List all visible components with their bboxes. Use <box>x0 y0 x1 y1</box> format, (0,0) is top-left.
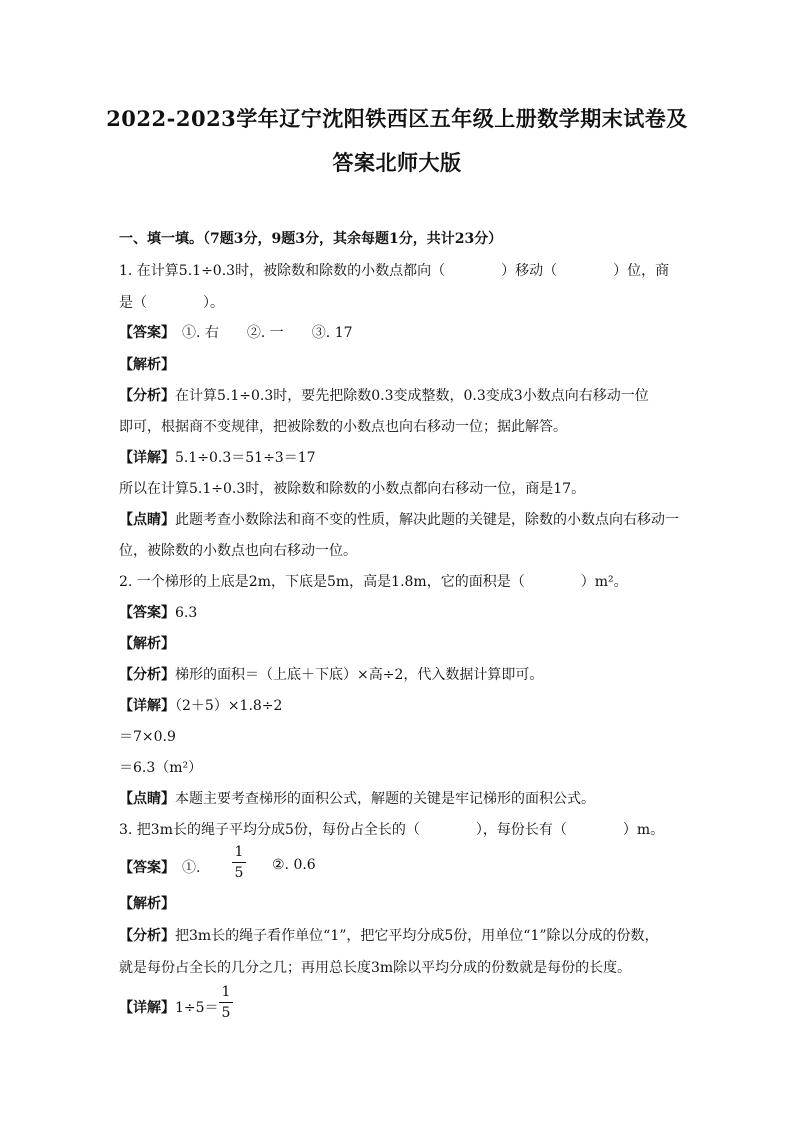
q1-dianjing-line-2: 位，被除数的小数点也向右移动一位。 <box>119 543 357 559</box>
section-heading: 一、填一填。（7题3分，9题3分，其余每题1分，共计23分） <box>119 231 503 247</box>
fraction-denominator: 5 <box>234 865 244 881</box>
q3-answer <box>119 857 200 877</box>
q3-fenxi-line-2: 就是每份占全长的几分之几；再用总长度3m除以平均分成的份数就是每份的长度。 <box>119 960 632 976</box>
q1-xiangjie-line-1 <box>119 447 316 467</box>
fraction-numerator: 1 <box>221 984 231 1000</box>
fenxi-tag: 【分析】 <box>119 667 175 683</box>
fraction-bar <box>232 862 246 863</box>
q1-dianjing-line-1 <box>119 509 679 529</box>
fenxi-tag: 【分析】 <box>119 388 175 404</box>
q1-xiangjie-line-2: 所以在计算5.1÷0.3时，被除数和除数的小数点都向右移动一位，商是17。 <box>119 481 586 497</box>
q1-xiangjie-text-1: 5.1÷0.3＝51÷3＝17 <box>175 450 316 466</box>
q3-analysis-tag: 【解析】 <box>119 896 175 912</box>
xiangjie-tag: 【详解】 <box>119 1000 175 1016</box>
q3-fenxi-line-1 <box>119 925 659 945</box>
answer-tag: 【答案】 <box>119 605 175 621</box>
q3-answer-prefix: ①. <box>168 860 201 876</box>
q1-text-line-1: 1. 在计算5.1÷0.3时，被除数和除数的小数点都向（ ）移动（ ）位，商 <box>119 263 670 279</box>
q1-fenxi-text-1: 在计算5.1÷0.3时，要先把除数0.3变成整数，0.3变成3小数点向右移动一位 <box>175 388 649 404</box>
q3-answer-fraction <box>232 844 246 881</box>
q1-text-line-2: 是（ ）。 <box>119 295 224 311</box>
answer-tag: 【答案】 <box>119 325 168 341</box>
doc-title-line-1: 2022-2023学年辽宁沈阳铁西区五年级上册数学期末试卷及 <box>106 106 688 131</box>
fraction-numerator: 1 <box>234 844 244 860</box>
q3-xiangjie-fraction <box>219 984 233 1021</box>
q2-xiangjie-text-1: （2＋5）×1.8÷2 <box>175 698 283 714</box>
q2-xiangjie-line-3: ＝6.3（m²） <box>119 760 203 776</box>
q2-answer-text: 6.3 <box>175 605 198 621</box>
q1-answer <box>119 322 353 342</box>
dianjing-tag: 【点睛】 <box>119 512 175 528</box>
q3-fenxi-text-1: 把3m长的绳子看作单位“1”，把它平均分成5份，用单位“1”除以分成的份数， <box>175 928 659 944</box>
doc-title-line-2: 答案北师大版 <box>332 150 462 175</box>
q3-xiangjie-text-1: 1÷5＝ <box>175 1000 219 1016</box>
answer-tag: 【答案】 <box>119 860 168 876</box>
q2-text-line-1: 2. 一个梯形的上底是2m，下底是5m，高是1.8m，它的面积是（ ）m²。 <box>119 574 628 590</box>
q2-dianjing-text-1: 本题主要考查梯形的面积公式，解题的关键是牢记梯形的面积公式。 <box>175 791 595 807</box>
q1-dianjing-text-1: 此题考查小数除法和商不变的性质，解决此题的关键是，除数的小数点向右移动一 <box>175 512 679 528</box>
xiangjie-tag: 【详解】 <box>119 698 175 714</box>
fraction-bar <box>219 1002 233 1003</box>
xiangjie-tag: 【详解】 <box>119 450 175 466</box>
q2-xiangjie-line-1 <box>119 695 282 715</box>
q2-fenxi-line-1 <box>119 664 543 684</box>
q3-xiangjie-line-1 <box>119 997 219 1017</box>
q1-fenxi-line-1 <box>119 385 649 405</box>
q2-answer <box>119 602 197 622</box>
q1-fenxi-line-2: 即可，根据商不变规律，把被除数的小数点也向右移动一位；据此解答。 <box>119 419 567 435</box>
q2-fenxi-text-1: 梯形的面积＝（上底＋下底）×高÷2，代入数据计算即可。 <box>175 667 544 683</box>
dianjing-tag: 【点睛】 <box>119 791 175 807</box>
fenxi-tag: 【分析】 <box>119 928 175 944</box>
q2-dianjing-line-1 <box>119 788 595 808</box>
q2-xiangjie-line-2: ＝7×0.9 <box>119 729 176 745</box>
q3-answer-suffix: ②. 0.6 <box>272 857 316 873</box>
q3-text-line-1: 3. 把3m长的绳子平均分成5份，每份占全长的（ ），每份长有（ ）m。 <box>119 822 665 838</box>
q1-answer-text: ①. 右 ②. 一 ③. 17 <box>168 325 353 341</box>
q1-analysis-tag: 【解析】 <box>119 357 175 373</box>
fraction-denominator: 5 <box>221 1005 231 1021</box>
q2-analysis-tag: 【解析】 <box>119 636 175 652</box>
